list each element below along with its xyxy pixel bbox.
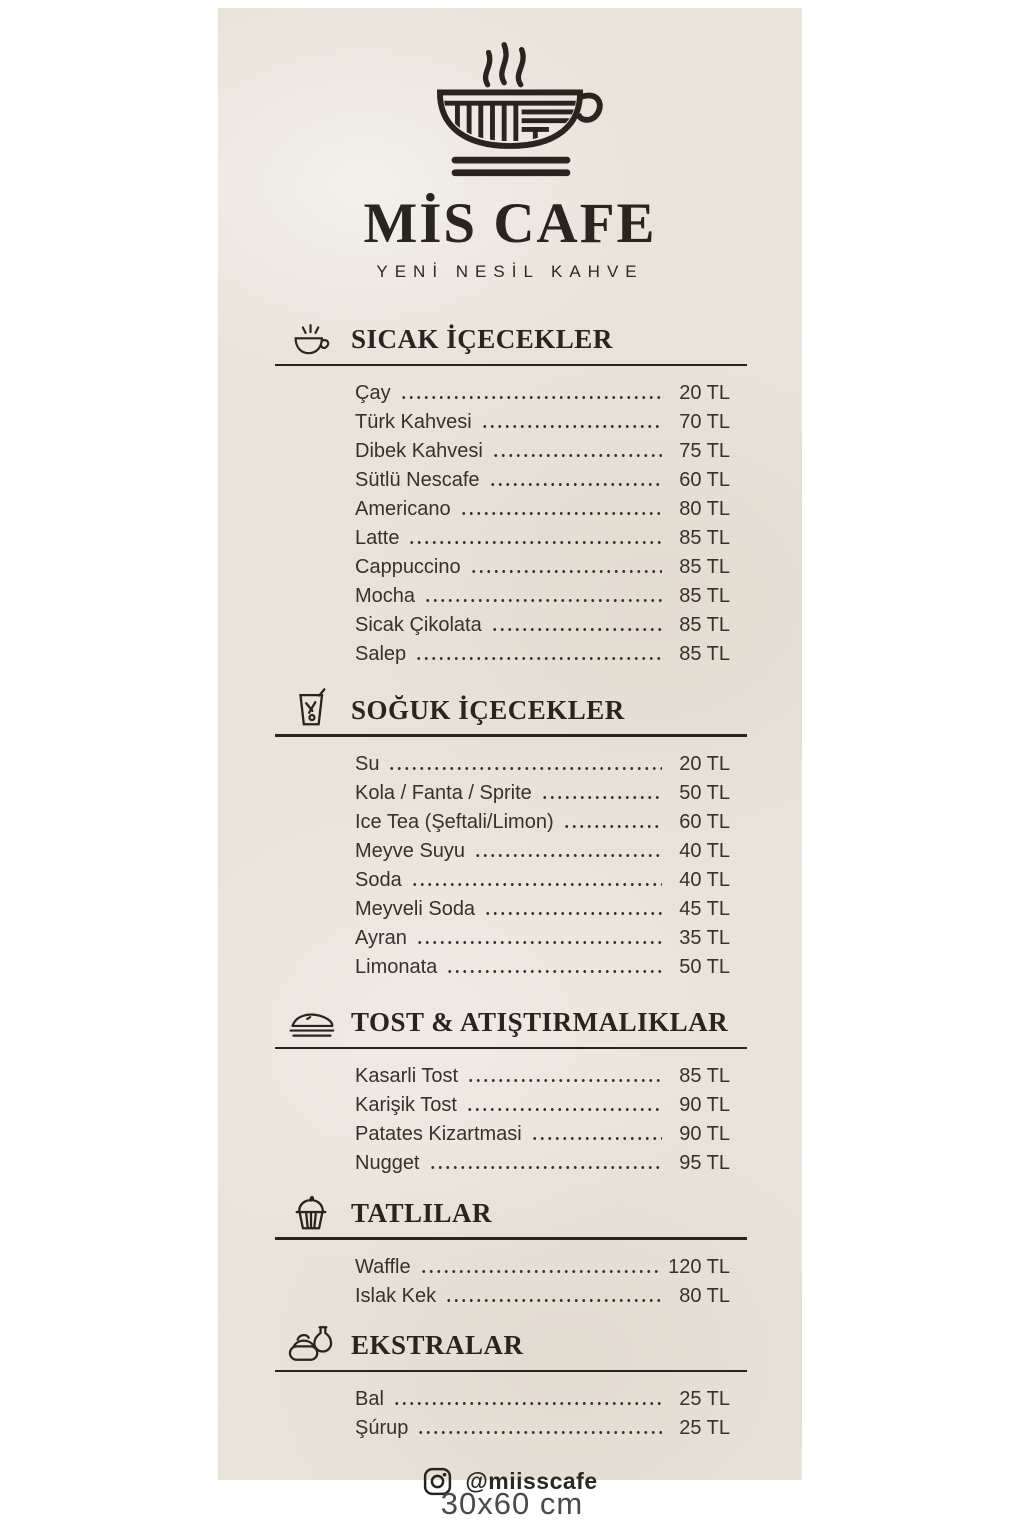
dot-leader [489,483,662,486]
item-name: Karişik Tost [355,1094,457,1117]
section-header [275,1326,747,1366]
menu-section [218,690,802,979]
dot-leader [416,941,662,944]
section-items [355,747,730,979]
section-items [355,376,730,666]
menu-card [218,8,802,1495]
poster-size-label: 30x60 cm [440,1486,584,1521]
section-divider [275,1047,747,1050]
item-price: 85 TL [679,614,730,637]
section-title: SOĞUK İÇECEKLER [351,694,625,725]
section-items [355,1250,730,1308]
item-name: Şúrup [355,1417,409,1440]
section-divider [275,364,747,367]
section-divider [275,734,747,737]
item-name: Salep [355,643,407,666]
item-price: 75 TL [679,440,730,463]
item-name: Nugget [355,1152,420,1175]
dot-leader [467,1079,662,1082]
item-name: Latte [355,527,400,550]
item-price: 80 TL [679,1284,730,1307]
instagram-handle: @miisscafe [465,1468,598,1495]
menu-section [218,1193,802,1308]
dot-leader [415,657,662,660]
item-price: 40 TL [679,839,730,862]
menu-item-row [355,1279,730,1308]
item-name: Ayran [355,926,407,949]
item-price: 25 TL [679,1388,730,1411]
item-name: Islak Kek [355,1284,437,1307]
dot-leader [481,425,662,428]
dot-leader [492,454,662,457]
cold-glass-icon [285,690,337,730]
item-price: 80 TL [679,498,730,521]
item-price: 50 TL [679,955,730,978]
section-items [355,1382,730,1440]
cafe-tagline: YENİ NESİL KAHVE [376,261,644,281]
item-name: Waffle [355,1255,411,1278]
item-name: Meyveli Soda [355,897,476,920]
menu-item-row [355,463,730,492]
menu-item-row [355,1059,730,1088]
item-name: Sütlü Nescafe [355,469,480,492]
item-price: 50 TL [679,781,730,804]
section-title: TATLILAR [351,1197,493,1228]
cupcake-icon [285,1193,337,1233]
hot-cup-icon [285,320,337,360]
menu-item-row [355,863,730,892]
section-title: EKSTRALAR [351,1330,524,1361]
item-name: Bal [355,1388,384,1411]
item-price: 85 TL [679,585,730,608]
dot-leader [388,767,662,770]
section-header [275,320,747,360]
menu-item-row [355,579,730,608]
item-price: 45 TL [679,897,730,920]
item-price: 40 TL [679,868,730,891]
menu-item-row [355,434,730,463]
dot-leader [393,1402,662,1405]
dot-leader [429,1166,663,1169]
dot-leader [424,599,662,602]
menu-item-row [355,376,730,405]
section-items [355,1059,730,1175]
section-title: SICAK İÇECEKLER [351,324,613,355]
menu-item-row [355,1117,730,1146]
item-name: Ice Tea (Şeftali/Limon) [355,810,554,833]
menu-section [218,320,802,667]
item-name: Kola / Fanta / Sprite [355,781,532,804]
dot-leader [466,1108,662,1111]
item-price: 70 TL [679,411,730,434]
extras-icon [285,1326,337,1366]
dot-leader [400,396,662,399]
item-name: Patates Kizartmasi [355,1123,522,1146]
dot-leader [474,854,662,857]
item-name: Çay [355,382,391,405]
item-price: 60 TL [679,810,730,833]
dot-leader [446,970,662,973]
cafe-name: MİS CAFE [363,192,657,255]
item-price: 85 TL [679,643,730,666]
dot-leader [408,541,662,544]
item-price: 20 TL [679,752,730,775]
item-name: Limonata [355,955,438,978]
menu-sections [218,320,802,1441]
section-header [275,1193,747,1233]
menu-item-row [355,1382,730,1411]
dot-leader [470,570,662,573]
item-name: Soda [355,868,402,891]
section-title: TOST & ATIŞTIRMALIKLAR [351,1007,729,1038]
section-header [275,1003,747,1043]
dot-leader [491,628,662,631]
item-name: Cappuccino [355,556,461,579]
menu-item-row [355,608,730,637]
dot-leader [445,1299,662,1302]
section-header [275,690,747,730]
dot-leader [417,1431,662,1434]
dot-leader [460,512,662,515]
menu-item-row [355,834,730,863]
item-price: 85 TL [679,527,730,550]
menu-item-row [355,805,730,834]
menu-item-row [355,921,730,950]
item-price: 95 TL [679,1152,730,1175]
dot-leader [541,796,662,799]
sandwich-icon [285,1003,337,1043]
menu-item-row [355,950,730,979]
item-price: 25 TL [679,1417,730,1440]
menu-item-row [355,405,730,434]
section-divider [275,1237,747,1240]
menu-item-row [355,747,730,776]
menu-item-row [355,1146,730,1175]
item-price: 60 TL [679,469,730,492]
menu-section [218,1326,802,1441]
dot-leader [531,1137,662,1140]
cafe-logo [218,36,802,182]
dot-leader [420,1270,659,1273]
menu-item-row [355,1088,730,1117]
item-name: Americano [355,498,451,521]
dot-leader [411,883,662,886]
menu-item-row [355,521,730,550]
item-name: Sicak Çikolata [355,614,482,637]
item-name: Su [355,752,380,775]
menu-item-row [355,637,730,666]
item-name: Meyve Suyu [355,839,466,862]
item-price: 90 TL [679,1123,730,1146]
dot-leader [484,912,662,915]
menu-item-row [355,550,730,579]
item-name: Türk Kahvesi [355,411,472,434]
menu-item-row [355,776,730,805]
item-name: Dibek Kahvesi [355,440,483,463]
item-price: 85 TL [679,556,730,579]
item-price: 120 TL [668,1255,730,1278]
menu-section [218,1003,802,1176]
section-divider [275,1370,747,1373]
coffee-cup-steam-logo-icon [405,36,615,182]
item-price: 90 TL [679,1094,730,1117]
menu-item-row [355,892,730,921]
item-price: 35 TL [679,926,730,949]
item-price: 85 TL [679,1065,730,1088]
dot-leader [563,825,662,828]
menu-item-row [355,1250,730,1279]
item-name: Mocha [355,585,416,608]
menu-item-row [355,1411,730,1440]
item-name: Kasarli Tost [355,1065,459,1088]
menu-item-row [355,492,730,521]
item-price: 20 TL [679,382,730,405]
